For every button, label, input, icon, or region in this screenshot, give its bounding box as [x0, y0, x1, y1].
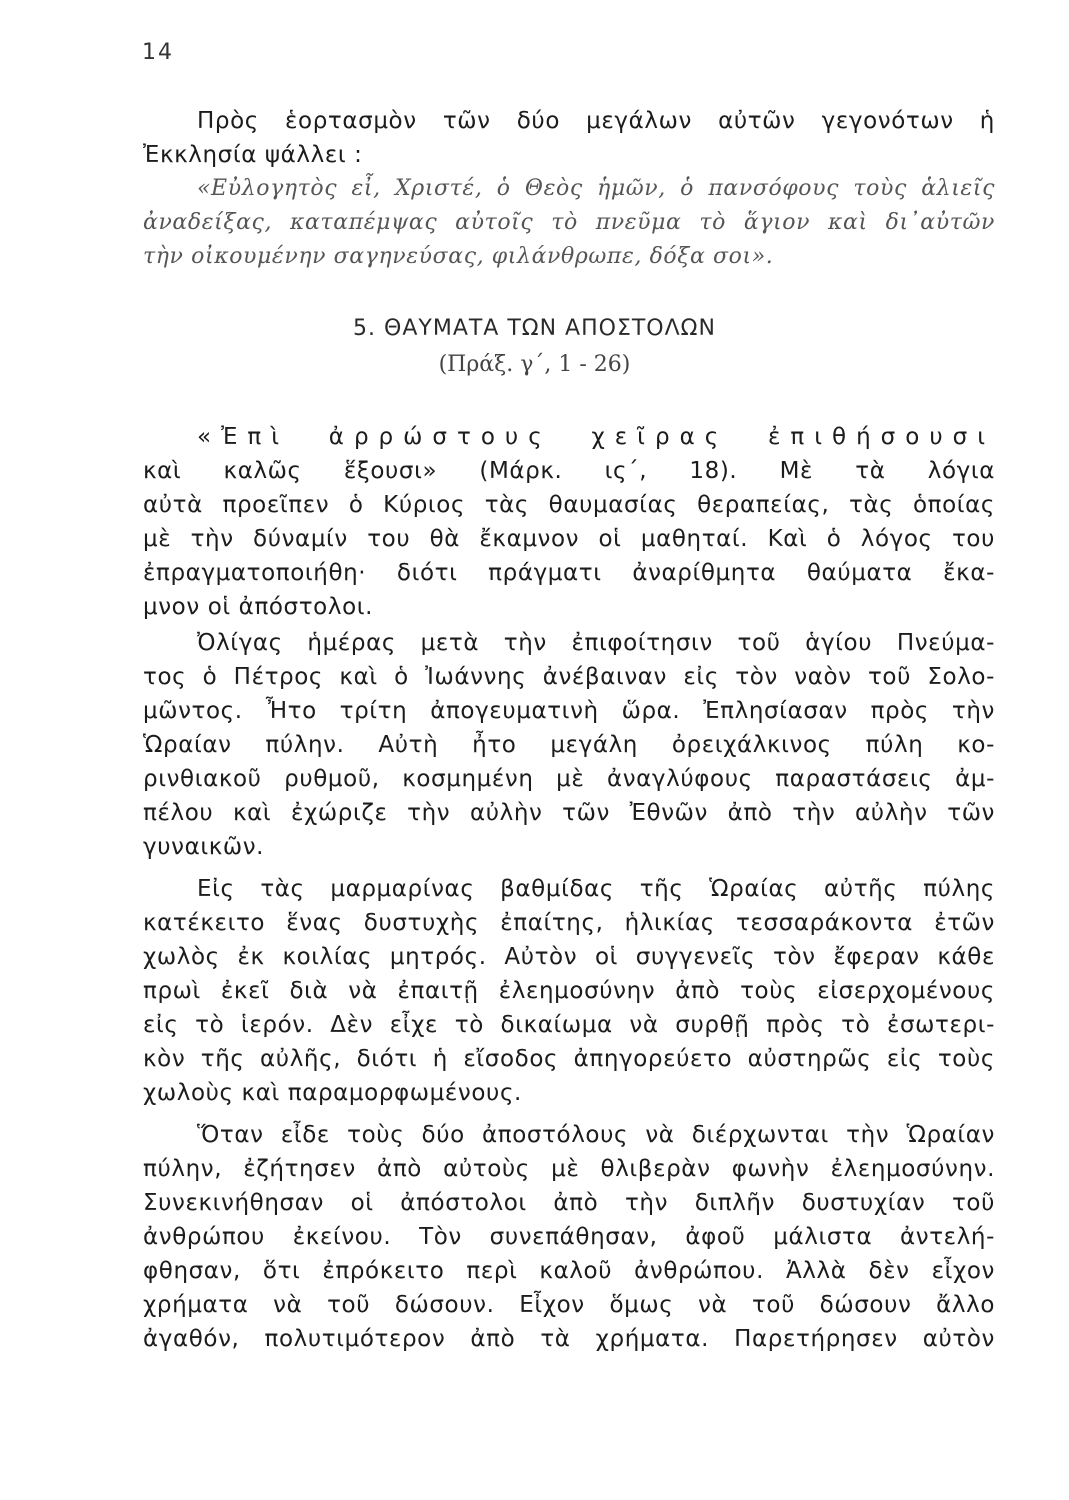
text-line: μὲ τὴν δύναμίν του θὰ ἔκαμνον οἱ μαθηταί. Καὶ ὁ λόγος του: [143, 526, 995, 552]
text-line: μνον οἱ ἀπόστολοι.: [143, 594, 374, 620]
text-line: «Ἐπὶ ἀρρώστους χεῖρας ἐπιθήσουσι: [197, 424, 995, 450]
text-line: πρωὶ ἐκεῖ διὰ νὰ ἐπαιτῇ ἐλεημοσύνην ἀπὸ τοὺς εἰσερχομένους: [143, 978, 995, 1004]
paragraph-2: [143, 626, 995, 864]
paragraph-4: [143, 1118, 995, 1356]
text-line: τος ὁ Πέτρος καὶ ὁ Ἰωάννης ἀνέβαιναν εἰς τὸν ναὸν τοῦ Σολο-: [143, 664, 995, 690]
text-line: Εἰς τὰς μαρμαρίνας βαθμίδας τῆς Ὡραίας αὐτῆς πύλης: [197, 876, 995, 902]
hymn-quote: [143, 172, 995, 274]
section-title: 5. ΘΑΥΜΑΤΑ ΤΩΝ ΑΠΟΣΤΟΛΩΝ: [353, 316, 716, 341]
section-reference: (Πράξ. γ΄, 1 - 26): [438, 352, 631, 377]
text-line: κὸν τῆς αὐλῆς, διότι ἡ εἴσοδος ἀπηγορεύετο αὐστηρῶς εἰς τοὺς: [143, 1046, 995, 1072]
text-line: «Εὐλογητὸς εἶ, Χριστέ, ὁ Θεὸς ἡμῶν, ὁ πανσόφους τοὺς ἁλιεῖς: [197, 176, 995, 201]
text-line: ἐπραγματοποιήθη· διότι πράγματι ἀναρίθμητα θαύματα ἔκα-: [143, 560, 995, 586]
text-line: εἰς τὸ ἱερόν. Δὲν εἶχε τὸ δικαίωμα νὰ συρθῇ πρὸς τὸ ἐσωτερι-: [143, 1012, 995, 1038]
text-line: γυναικῶν.: [143, 834, 265, 860]
text-line: τὴν οἰκουμένην σαγηνεύσας, φιλάνθρωπε, δόξα σοι».: [143, 244, 774, 269]
paragraph-3: [143, 872, 995, 1110]
text-line: Πρὸς ἑορτασμὸν τῶν δύο μεγάλων αὐτῶν γεγονότων ἡ: [197, 108, 995, 134]
text-line: ἀνθρώπου ἐκείνου. Τὸν συνεπάθησαν, ἀφοῦ μάλιστα ἀντελή-: [143, 1224, 995, 1250]
text-line: ρινθιακοῦ ρυθμοῦ, κοσμημένη μὲ ἀναγλύφους παραστάσεις ἀμ-: [143, 766, 995, 792]
text-line: πύλην, ἐζήτησεν ἀπὸ αὐτοὺς μὲ θλιβερὰν φωνὴν ἐλεημοσύνην.: [143, 1156, 995, 1182]
paragraph-1: [143, 420, 995, 624]
text-line: χρήματα νὰ τοῦ δώσουν. Εἶχον ὅμως νὰ τοῦ δώσουν ἄλλο: [143, 1292, 995, 1318]
text-line: ἀγαθόν, πολυτιμότερον ἀπὸ τὰ χρήματα. Παρετήρησεν αὐτὸν: [143, 1326, 995, 1352]
text-line: χωλοὺς καὶ παραμορφωμένους.: [143, 1080, 522, 1106]
text-line: Ὀλίγας ἡμέρας μετὰ τὴν ἐπιφοίτησιν τοῦ ἁγίου Πνεύμα-: [197, 630, 995, 656]
text-line: κατέκειτο ἕνας δυστυχὴς ἐπαίτης, ἡλικίας τεσσαράκοντα ἐτῶν: [143, 910, 995, 936]
text-line: καὶ καλῶς ἕξουσι» (Μάρκ. ις΄, 18). Μὲ τὰ λόγια: [143, 458, 995, 484]
text-line: Ὡραίαν πύλην. Αὐτὴ ἦτο μεγάλη ὀρειχάλκινος πύλη κο-: [143, 732, 995, 758]
text-line: Ὅταν εἶδε τοὺς δύο ἀποστόλους νὰ διέρχωνται τὴν Ὡραίαν: [197, 1122, 995, 1148]
intro-paragraph: [143, 104, 995, 172]
text-line: ἀναδείξας, καταπέμψας αὐτοῖς τὸ πνεῦμα τὸ ἅγιον καὶ δι᾽αὐτῶν: [143, 210, 995, 235]
text-line: πέλου καὶ ἐχώριζε τὴν αὐλὴν τῶν Ἐθνῶν ἀπὸ τὴν αὐλὴν τῶν: [143, 800, 995, 826]
page-number: 14: [142, 40, 174, 65]
text-line: Συνεκινήθησαν οἱ ἀπόστολοι ἀπὸ τὴν διπλῆν δυστυχίαν τοῦ: [143, 1190, 995, 1216]
text-line: Ἐκκλησία ψάλλει :: [143, 142, 363, 168]
text-line: φθησαν, ὅτι ἐπρόκειτο περὶ καλοῦ ἀνθρώπου. Ἀλλὰ δὲν εἶχον: [143, 1258, 995, 1284]
text-line: χωλὸς ἐκ κοιλίας μητρός. Αὐτὸν οἱ συγγενεῖς τὸν ἔφεραν κάθε: [143, 944, 995, 970]
text-line: αὐτὰ προεῖπεν ὁ Κύριος τὰς θαυμασίας θεραπείας, τὰς ὁποίας: [143, 492, 995, 518]
text-line: μῶντος. Ἦτο τρίτη ἀπογευματινὴ ὥρα. Ἐπλησίασαν πρὸς τὴν: [143, 698, 995, 724]
